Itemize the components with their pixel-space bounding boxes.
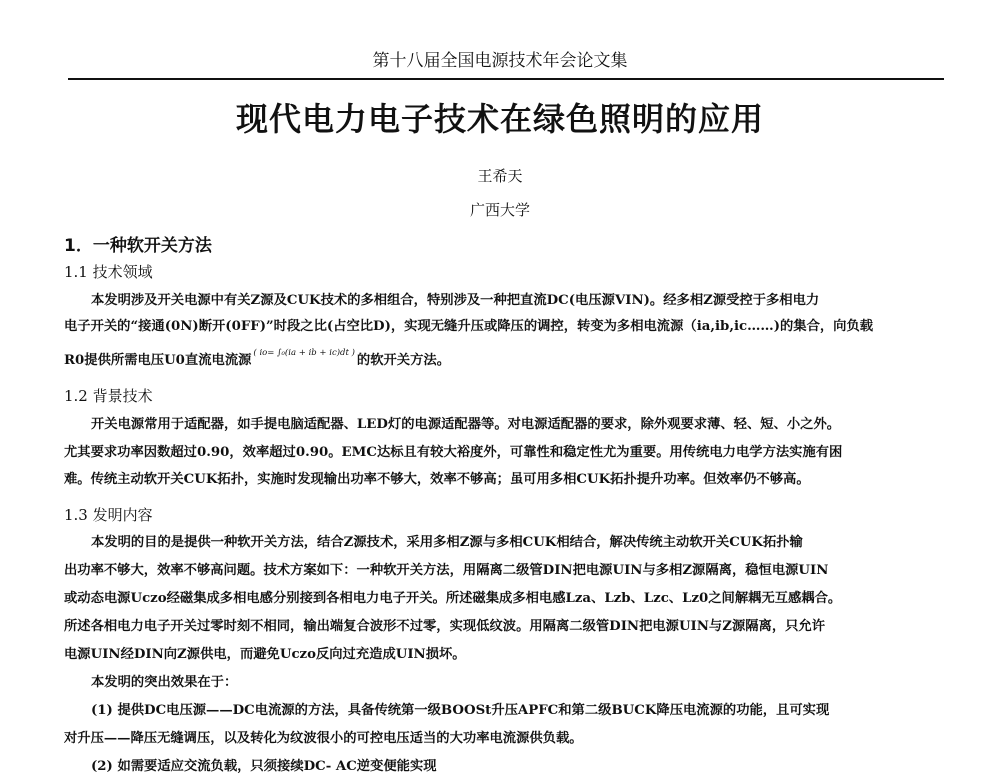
effect-1-line: (1) 提供DC电压源——DC电流源的方法，具备传统第一级BOOSt升压APFC和第二级BUCK降压电流源的功能，且可实现 xyxy=(91,703,830,718)
section-1-heading: 1．一种软开关方法 xyxy=(64,236,212,256)
text-line: 所述各相电力电子开关过零时刻不相同，输出端复合波形不过零，实现低纹波。用隔离二级管DIN把电源UIN与Z源隔离，只允许 xyxy=(64,619,826,634)
effects-list xyxy=(64,669,944,781)
section-1-2-heading: 1.2 背景技术 xyxy=(64,387,153,405)
text-line: 尤其要求功率因数超过0.90，效率超过0.90。EMC达标且有较大裕度外，可靠性和稳定性尤为重要。用传统电力电学方法实施有困 xyxy=(64,444,843,460)
section-1-1-heading: 1.1 技术领域 xyxy=(64,263,153,281)
text-line: 本发明的目的是提供一种软开关方法，结合Z源技术，采用多相Z源与多相CUK相结合，解决传统主动软开关CUK拓扑输 xyxy=(91,535,803,550)
text-fragment: 的软开关方法。 xyxy=(356,353,450,368)
effects-lead: 本发明的突出效果在于： xyxy=(91,675,238,690)
running-head: 第十八届全国电源技术年会论文集 xyxy=(372,51,628,71)
text-line: 本发明涉及开关电源中有关Z源及CUK技术的多相组合，特别涉及一种把直流DC(电压源VIN)。经多相Z源受控于多相电力 xyxy=(91,293,820,308)
text-line: 难。传统主动软开关CUK拓扑，实施时发现输出功率不够大，效率不够高；虽可用多相CUK拓扑提升功率。但效率仍不够高。 xyxy=(64,472,810,487)
author-name: 王希天 xyxy=(477,167,523,185)
section-1-3-heading: 1.3 发明内容 xyxy=(64,506,153,524)
integral-formula: ( io= ∫₀(ia + ib + ic)dt ) xyxy=(253,348,355,358)
text-line: 出功率不够大，效率不够高问题。技术方案如下：一种软开关方法，用隔离二级管DIN把电源UIN与多相Z源隔离，稳恒电源UIN xyxy=(64,563,829,578)
text-line: 电子开关的“接通(0N)断开(0FF)”时段之比(占空比D)，实现无缝升压或降压的调控，转变为多相电流源（ia,ib,ic……)的集合，向负载 xyxy=(64,319,874,334)
text-line xyxy=(64,340,944,374)
author-affiliation: 广西大学 xyxy=(469,201,530,219)
text-fragment: R0提供所需电压U0直流电流源 xyxy=(64,353,252,368)
text-line: 或动态电源Uczo经磁集成多相电感分别接到各相电力电子开关。所述磁集成多相电感Lza、Lzb、Lzc、Lz0之间解耦无互感耦合。 xyxy=(64,591,842,606)
effect-2-line: (2) 如需要适应交流负载，只须接续DC- AC逆变便能实现 xyxy=(91,759,437,774)
section-1-2-paragraph xyxy=(64,411,944,494)
effect-1-line: 对升压——降压无缝调压，以及转化为纹波很小的可控电压适当的大功率电流源供负载。 xyxy=(64,731,583,746)
section-1-3-paragraph xyxy=(64,529,944,669)
header-rule xyxy=(68,78,944,80)
text-line: 开关电源常用于适配器，如手提电脑适配器、LED灯的电源适配器等。对电源适配器的要求，除外观要求薄、轻、短、小之外。 xyxy=(91,417,841,432)
paper-title: 现代电力电子技术在绿色照明的应用 xyxy=(235,100,764,138)
section-1-1-paragraph xyxy=(64,288,944,374)
text-line: 电源UIN经DIN向Z源供电，而避免Uczo反向过充造成UIN损坏。 xyxy=(64,647,466,662)
